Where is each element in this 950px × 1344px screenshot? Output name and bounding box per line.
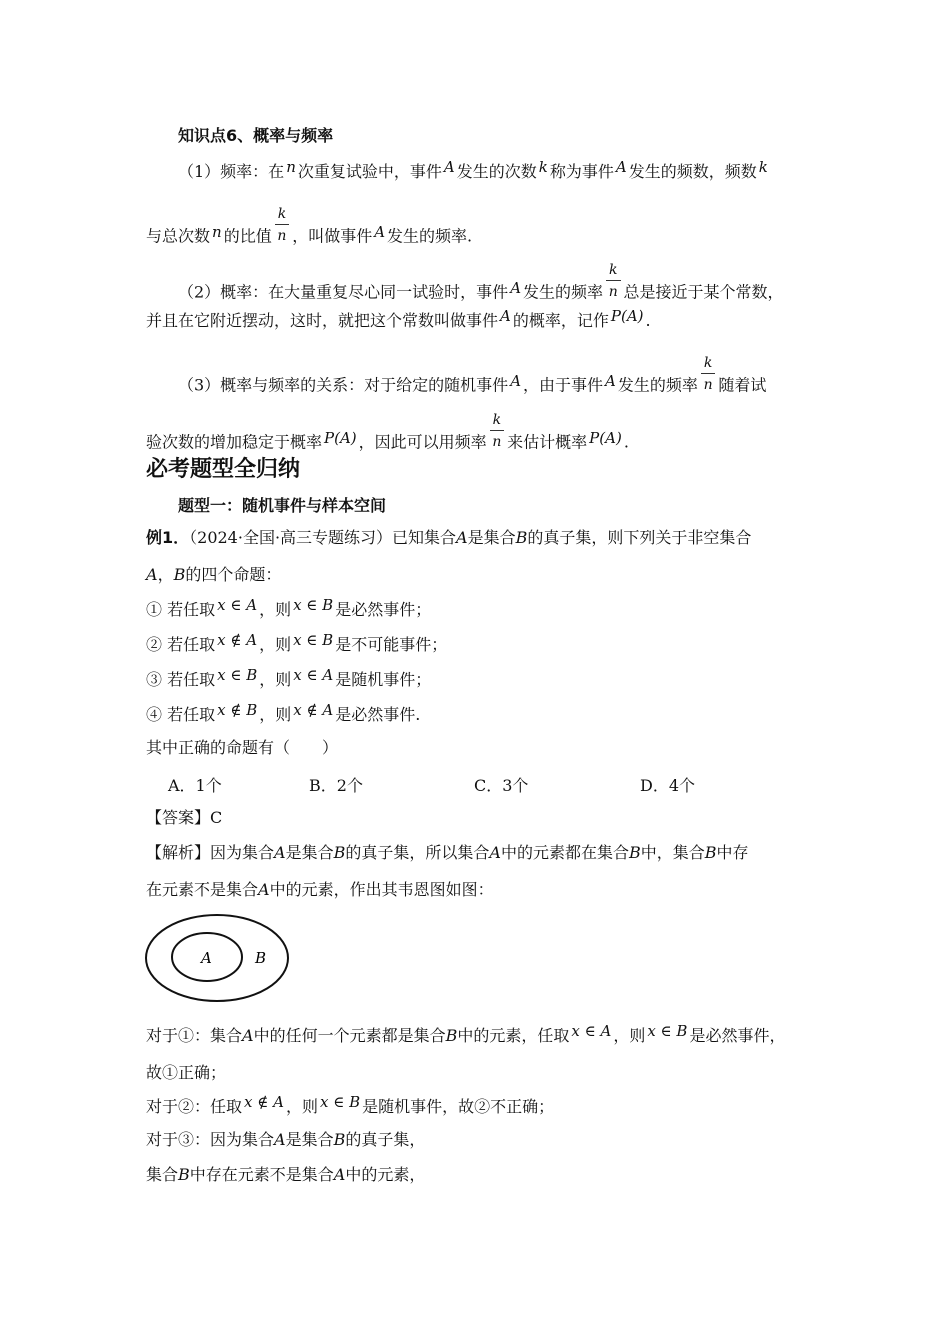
- analysis-line7: 集合B中存在元素不是集合A中的元素，: [146, 1165, 426, 1184]
- math-A: A: [510, 371, 522, 390]
- text: ，由于事件: [523, 375, 604, 395]
- analysis-line4: 故①正确；: [146, 1063, 227, 1082]
- proposition-2: ② 若任取 x ∉ A ，则 x ∈ B 是不可能事件；: [146, 631, 448, 654]
- text: 与总次数: [146, 226, 211, 246]
- text: 发生的频率: [617, 375, 698, 395]
- math-k: k: [758, 158, 768, 176]
- analysis-line3: 对于①：集合A中的任何一个元素都是集合B中的元素，任取 x ∈ A ，则 x ∈ B 是必然事件，: [146, 1022, 786, 1045]
- para-frequency-line2: [146, 206, 473, 256]
- text: （2）概率：在大量重复尽心同一试验时，事件: [178, 282, 509, 302]
- math-PA: P(A): [610, 307, 644, 325]
- text: 验次数的增加稳定于概率: [146, 432, 323, 452]
- example-line1: [146, 528, 751, 548]
- text: 随着试: [718, 375, 767, 395]
- math-n: n: [212, 222, 222, 241]
- option-d[interactable]: D．4个: [640, 776, 696, 795]
- venn-label-a: A: [201, 949, 212, 967]
- math-PA: P(A): [589, 428, 622, 447]
- text: （1）频率：在: [178, 162, 285, 181]
- math-A: A: [615, 158, 627, 176]
- letter-B: B: [515, 528, 528, 547]
- text: 发生的次数: [456, 162, 537, 181]
- text: 次重复试验中，事件: [297, 162, 442, 181]
- analysis-line1: 【解析】因为集合A是集合B的真子集，所以集合A中的元素都在集合B中，集合B中存: [146, 843, 749, 862]
- text: 并且在它附近摆动，这时，就把这个常数叫做事件: [146, 311, 499, 330]
- math-n: n: [286, 158, 296, 176]
- letter-A: A: [456, 528, 468, 547]
- text: （2024·全国·高三专题练习）已知集合: [189, 528, 457, 547]
- math-k: k: [538, 158, 548, 176]
- text: 的比值: [223, 226, 272, 246]
- page-title: 必考题型全归纳: [146, 457, 301, 482]
- text: 发生的频率: [523, 282, 604, 302]
- letter-A: A: [146, 565, 158, 584]
- venn-label-b: B: [255, 949, 267, 967]
- type-heading: 题型一：随机事件与样本空间: [178, 496, 387, 515]
- para-relation-line1: [178, 355, 767, 405]
- math-A: A: [605, 371, 616, 390]
- text: ，叫做事件: [292, 226, 373, 246]
- text: 的真子集，则下列关于非空集合: [527, 528, 752, 547]
- section-heading: 知识点6、概率与频率: [178, 126, 334, 145]
- text: 的四个命题：: [185, 565, 282, 584]
- fraction-k-over-n: $\frac{k}{n}$: [490, 412, 504, 450]
- analysis-line5: 对于②：任取 x ∉ A ，则 x ∈ B 是随机事件，故②不正确；: [146, 1093, 555, 1116]
- math-A: A: [500, 307, 511, 325]
- text: （3）概率与频率的关系：对于给定的随机事件: [178, 375, 509, 395]
- option-b[interactable]: B．2个: [309, 776, 363, 795]
- para-probability-line2: [146, 307, 651, 331]
- fraction-k-over-n: $\frac{k}{n}$: [701, 355, 715, 393]
- text: ，: [157, 565, 174, 584]
- text: 来估计概率: [507, 432, 588, 452]
- proposition-1: ① 若任取 x ∈ A ，则 x ∈ B 是必然事件；: [146, 596, 432, 619]
- text: 发生的频数，频数: [628, 162, 757, 181]
- proposition-3: ③ 若任取 x ∈ B ，则 x ∈ A 是随机事件；: [146, 666, 432, 689]
- para-probability-line1: [178, 262, 784, 312]
- text: .: [623, 432, 629, 452]
- option-c[interactable]: C．3个: [474, 776, 529, 795]
- letter-B: B: [173, 565, 186, 584]
- text: 发生的频率.: [387, 226, 473, 246]
- analysis-line6: 对于③：因为集合A是集合B的真子集，: [146, 1130, 426, 1149]
- text: .: [645, 311, 651, 330]
- venn-diagram: [140, 910, 296, 1006]
- math-A: A: [374, 222, 386, 241]
- option-a[interactable]: A．1个: [168, 776, 222, 795]
- analysis-line2: 在元素不是集合A中的元素，作出其韦恩图如图：: [146, 880, 494, 899]
- text: 总是接近于某个常数，: [623, 282, 784, 302]
- math-A: A: [443, 158, 455, 176]
- text: 是集合: [467, 528, 516, 547]
- fraction-k-over-n: $\frac{k}{n}$: [606, 262, 620, 300]
- text: ，因此可以用频率: [358, 432, 487, 452]
- math-PA: P(A): [324, 428, 357, 447]
- proposition-4: ④ 若任取 x ∉ B ，则 x ∉ A 是必然事件.: [146, 701, 421, 724]
- para-frequency-line1: [178, 158, 770, 182]
- example-line2: [146, 565, 281, 585]
- text: 称为事件: [549, 162, 614, 181]
- answer: 【答案】C: [146, 808, 223, 827]
- text: 的概率，记作: [512, 311, 609, 330]
- question: 其中正确的命题有（ ）: [146, 738, 339, 757]
- example-label: 例1．: [146, 528, 190, 547]
- fraction-k-over-n: $\frac{k}{n}$: [275, 206, 289, 244]
- venn-outer-set: [146, 915, 288, 1001]
- math-A: A: [510, 278, 522, 297]
